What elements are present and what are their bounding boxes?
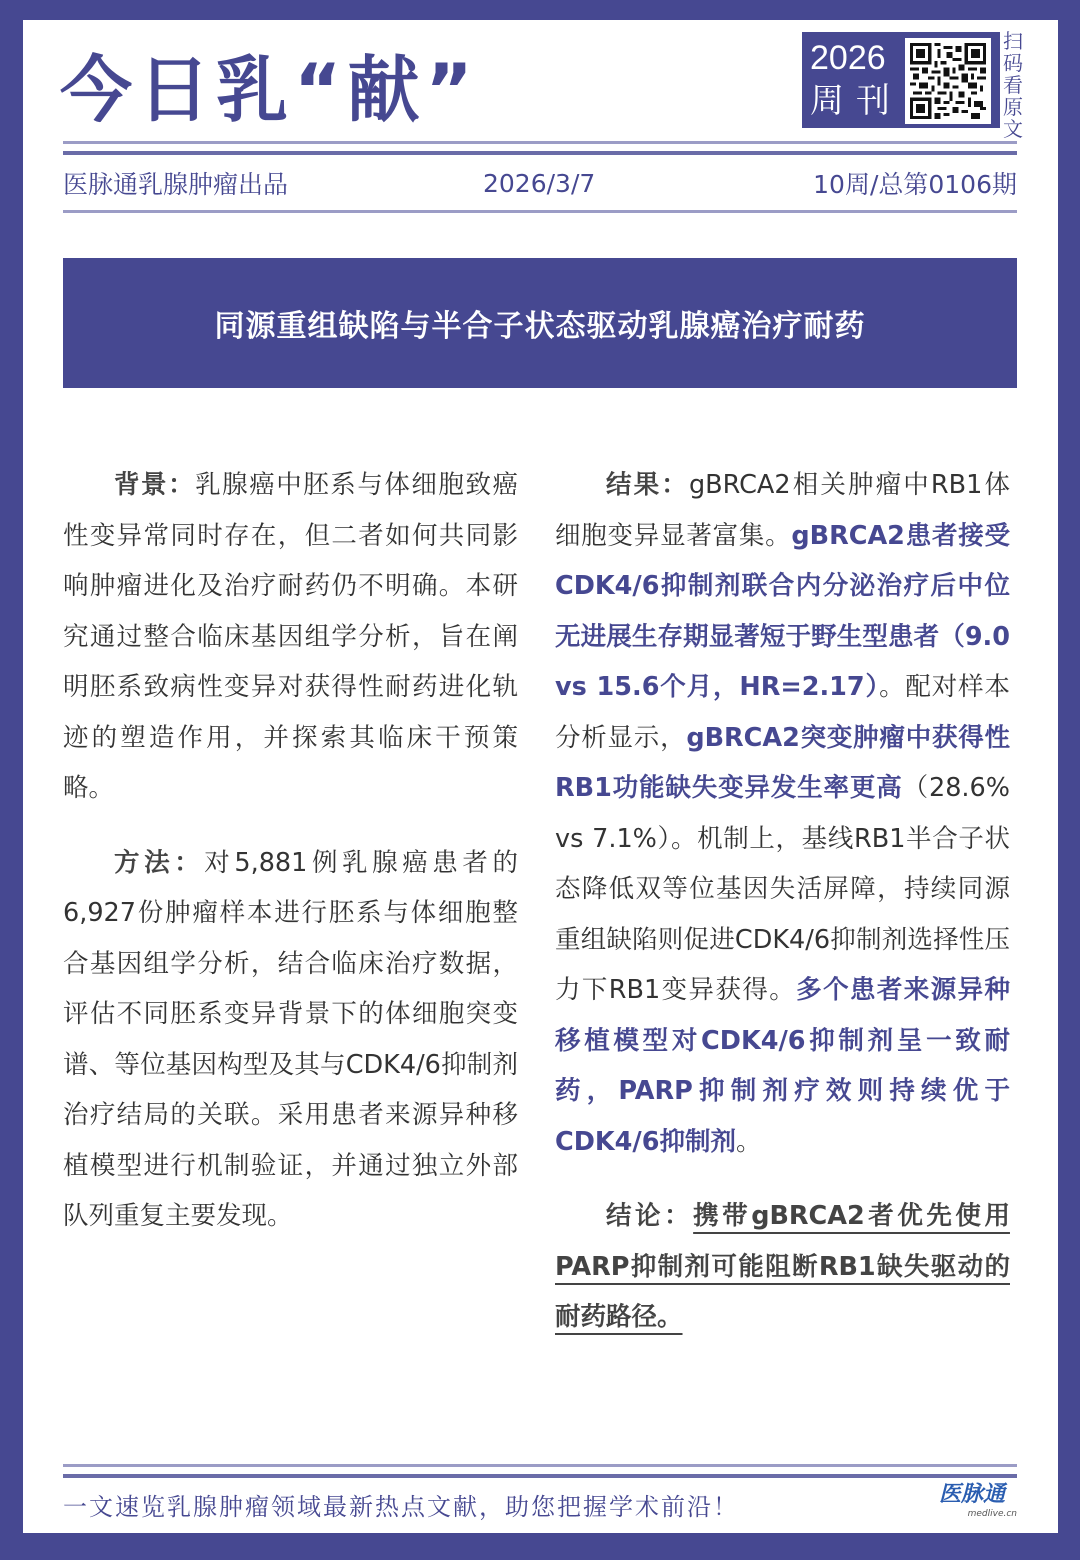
results-text: （28.6% vs 7.1%）。机制上，基线RB1半合子状态降低双等位基因失活屏障，持续同源重组缺陷则促进CDK4/6抑制剂选择性压力下RB1变异获得。 <box>555 773 1010 1005</box>
background-label: 背景 <box>114 470 169 500</box>
results-highlight: gBRCA2突变肿瘤中获得性RB1功能缺失变异发生率更高 <box>555 722 1010 803</box>
methods-section <box>63 838 518 1242</box>
divider <box>63 210 1017 213</box>
methods-text: 对5,881例乳腺癌患者的6,927份肿瘤样本进行胚系与体细胞整合基因组学分析，结合临床治疗数据，评估不同胚系变异背景下的体细胞突变谱、等位基因构型及其与CDK4/6抑制剂治疗结局的关联。采用患者来源异种移植模型进行机制验证，并通过独立外部队列重复主要发现。 <box>63 847 518 1231</box>
footer-tagline: 一文速览乳腺肿瘤领域最新热点文献，助您把握学术前沿！ <box>63 1493 739 1521</box>
article-title: 同源重组缺陷与半合子状态驱动乳腺癌治疗耐药 <box>214 309 866 344</box>
article-title-banner <box>63 258 1017 388</box>
results-section <box>555 460 1010 1167</box>
scan-label-char: 看 <box>1003 73 1023 97</box>
masthead-title: 今日乳“献” <box>60 48 479 132</box>
results-highlight: gBRCA2患者接受CDK4/6抑制剂联合内分泌治疗后中位无进展生存期显著短于野生型患者（9.0 vs 15.6个月，HR=2.17） <box>555 520 1010 702</box>
results-text: 。 <box>735 1126 762 1157</box>
issue-meta-row <box>63 165 1017 201</box>
results-text: gBRCA2相关肿瘤中RB1体细胞变异显著富集。 <box>555 470 1010 551</box>
publisher: 医脉通乳腺肿瘤出品 <box>63 170 289 199</box>
divider <box>63 1464 1017 1467</box>
newsletter-page <box>23 20 1058 1533</box>
background-section <box>63 460 518 814</box>
scan-label-char: 原 <box>1003 95 1023 119</box>
issue-badge <box>802 32 1000 128</box>
divider <box>63 141 1017 144</box>
issue-year: 2026 <box>810 39 886 77</box>
results-highlight: 多个患者来源异种移植模型对CDK4/6抑制剂呈一致耐药，PARP抑制剂疗效则持续优于CDK4/6抑制剂 <box>555 975 1010 1157</box>
logo-text: 医脉通 <box>939 1482 1006 1507</box>
medlive-logo <box>939 1482 1019 1522</box>
scan-for-original-label <box>1001 30 1025 140</box>
label-separator: ： <box>661 470 689 500</box>
scan-label-char: 码 <box>1003 51 1023 75</box>
label-separator: ： <box>168 470 196 500</box>
issue-date: 2026/3/7 <box>483 168 596 198</box>
qr-code-icon <box>910 43 986 119</box>
scan-label-char: 扫 <box>1003 29 1023 53</box>
results-text: 。配对样本分析显示， <box>555 672 1010 753</box>
background-text: 乳腺癌中胚系与体细胞致癌性变异常同时存在，但二者如何共同影响肿瘤进化及治疗耐药仍不明确。本研究通过整合临床基因组学分析，旨在阐明胚系致病性变异对获得性耐药进化轨迹的塑造作用，并探索其临床干预策略。 <box>63 470 518 803</box>
conclusion-text: 携带gBRCA2者优先使用PARP抑制剂可能阻断RB1缺失驱动的耐药路径。 <box>555 1201 1010 1332</box>
conclusion-section <box>555 1191 1010 1343</box>
qr-code[interactable] <box>905 38 991 124</box>
divider <box>63 1474 1017 1478</box>
right-column <box>555 460 1010 1367</box>
logo-domain: medlive.cn <box>967 1509 1017 1519</box>
methods-label: 方法 <box>114 847 175 878</box>
label-separator: ： <box>174 847 205 878</box>
scan-label-char: 文 <box>1003 117 1023 141</box>
issue-kind: 周刊 <box>810 81 902 121</box>
divider <box>63 151 1017 155</box>
label-separator: ： <box>664 1201 694 1231</box>
conclusion-label: 结论 <box>606 1201 665 1231</box>
left-column <box>63 460 518 1266</box>
issue-number: 10周/总第0106期 <box>813 170 1017 199</box>
results-label: 结果 <box>606 470 662 500</box>
